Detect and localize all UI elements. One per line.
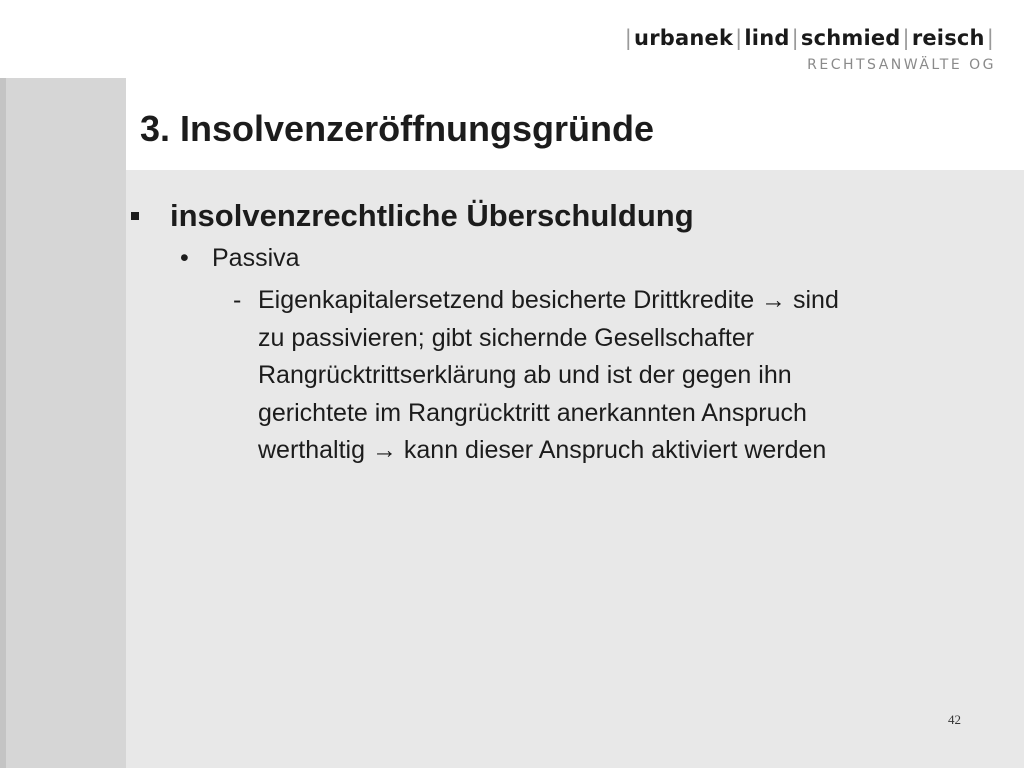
bullet-level3-line: werthaltig → kann dieser Anspruch aktiviert werden [258,436,827,464]
logo-name-schmied: schmied [800,26,901,50]
logo-name-urbanek: urbanek [634,26,734,50]
logo-separator: | [986,26,994,50]
bullet-level3-line: zu passivieren; gibt sichernde Gesellschafter [258,323,755,352]
dash-bullet-icon: - [233,286,242,314]
logo-separator: | [791,26,799,50]
dot-bullet-icon: • [180,244,189,272]
logo-name-lind: lind [744,26,790,50]
bullet-level2 [180,242,1000,274]
slide-title: 3. Insolvenzeröffnungsgründe [140,108,655,149]
left-decor-edge [0,78,6,768]
bullet-level3-line: Rangrücktrittserklärung ab und ist der gegen ihn [258,361,792,389]
logo-separator: | [624,26,633,50]
bullet-level2-text: Passiva [212,244,300,272]
logo-name-reisch: reisch [911,26,985,50]
bullet-level3 [233,282,993,470]
bullet-level1 [130,196,1000,236]
bullet-level3-text [258,282,993,470]
left-decor-band [0,78,126,768]
bullet-level3-line: gerichtete im Rangrücktritt anerkannten Anspruch [258,398,807,427]
page-number: 42 [948,712,961,727]
logo-separator: | [735,26,743,50]
logo-separator: | [902,26,910,50]
firm-logo [623,26,996,73]
firm-logo-subtitle: RECHTSANWÄLTE OG [807,57,996,73]
bullet-level1-text: insolvenzrechtliche Überschuldung [170,198,694,233]
firm-logo-names [623,26,996,50]
bullet-level3-line: Eigenkapitalersetzend besicherte Drittkredite → sind [258,286,839,314]
slide-content [130,196,1000,470]
